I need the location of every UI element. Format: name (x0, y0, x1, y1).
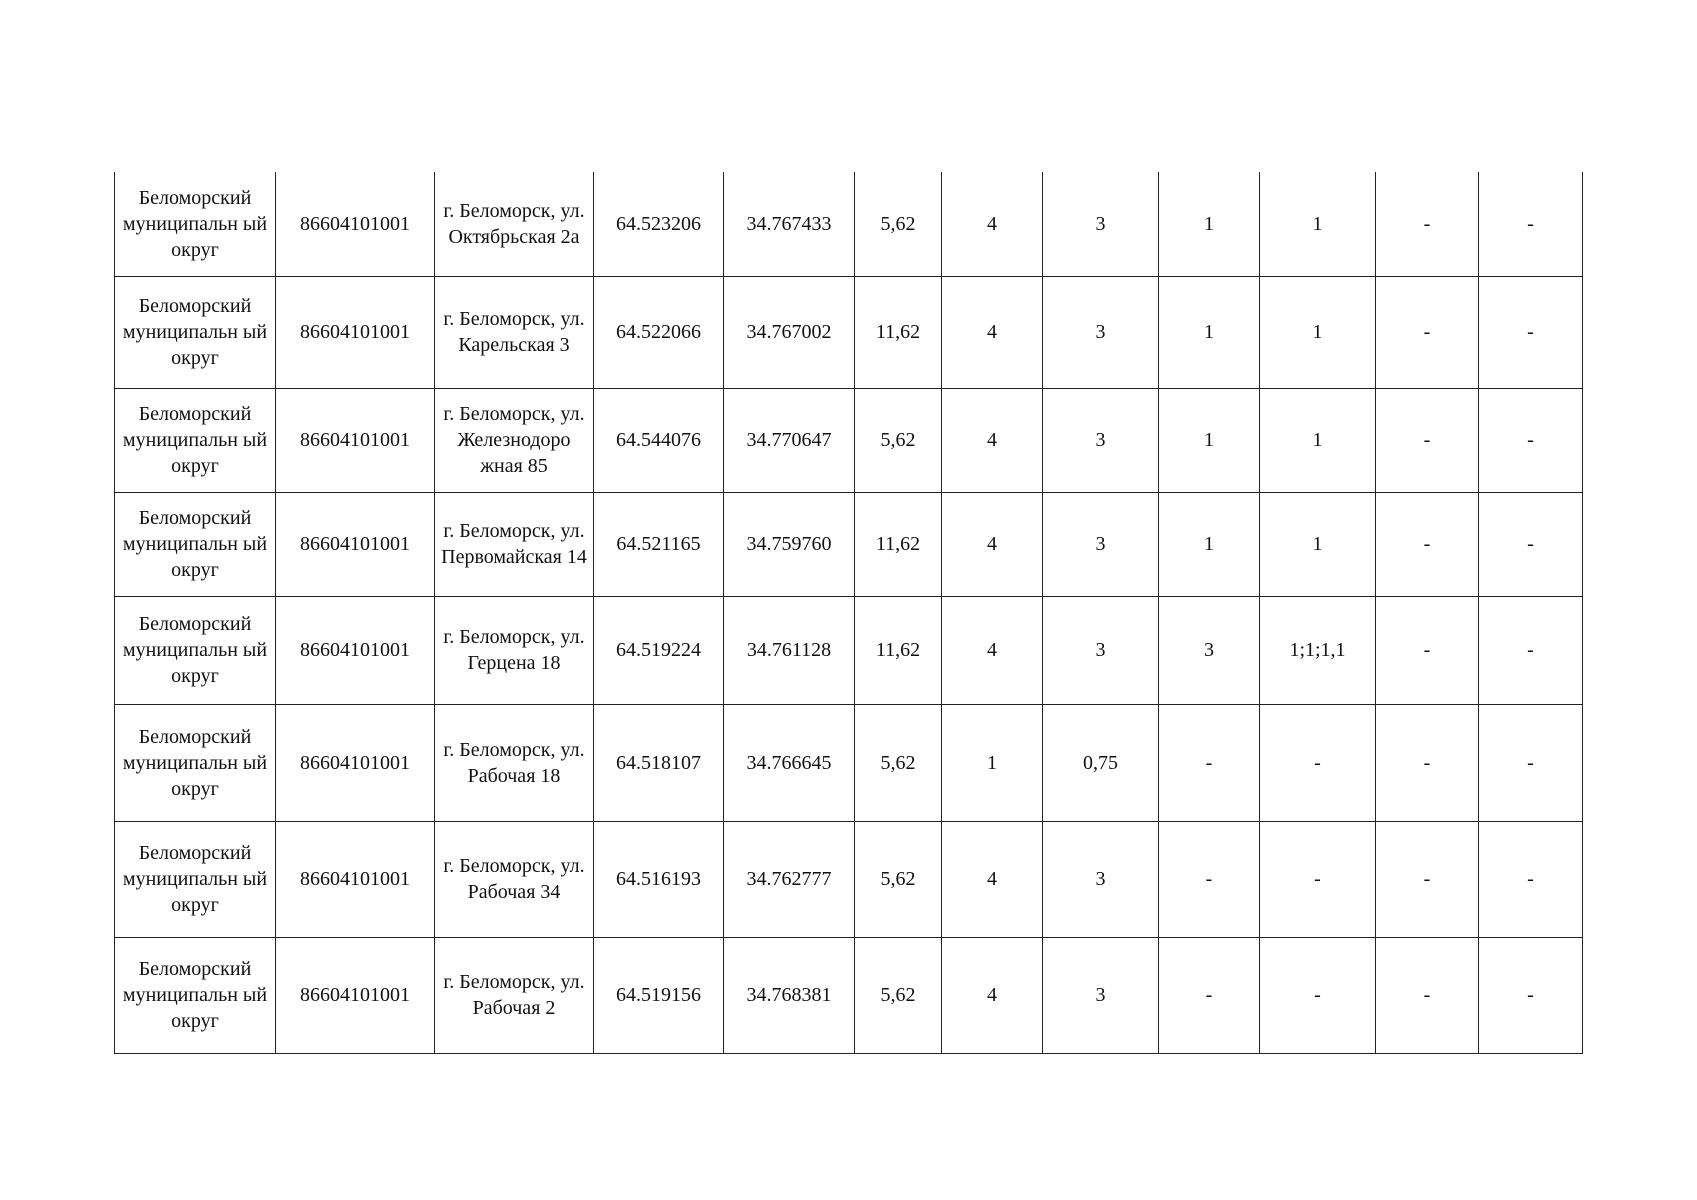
district-cell: Беломорский муниципальн ый округ (115, 596, 276, 704)
extra-cell-2: - (1479, 937, 1583, 1053)
area-cell: 5,62 (855, 821, 942, 937)
volume-placed-cell: 1 (1260, 388, 1376, 492)
longitude-cell: 34.768381 (724, 937, 855, 1053)
address-cell: г. Беломорск, ул. Рабочая 34 (435, 821, 594, 937)
table-body (115, 172, 1583, 1053)
longitude-cell: 34.761128 (724, 596, 855, 704)
extra-cell-2: - (1479, 821, 1583, 937)
extra-cell-1: - (1376, 596, 1479, 704)
extra-cell-1: - (1376, 937, 1479, 1053)
volume-planned-cell: 3 (1043, 821, 1159, 937)
longitude-cell: 34.770647 (724, 388, 855, 492)
area-cell: 5,62 (855, 172, 942, 276)
volume-placed-cell: 1 (1260, 492, 1376, 596)
volume-placed-cell: - (1260, 821, 1376, 937)
table-row (115, 596, 1583, 704)
extra-cell-2: - (1479, 276, 1583, 388)
volume-planned-cell: 3 (1043, 596, 1159, 704)
extra-cell-2: - (1479, 492, 1583, 596)
area-cell: 11,62 (855, 596, 942, 704)
containers-placed-cell: 3 (1159, 596, 1260, 704)
longitude-cell: 34.767433 (724, 172, 855, 276)
area-cell: 11,62 (855, 492, 942, 596)
volume-planned-cell: 3 (1043, 388, 1159, 492)
extra-cell-2: - (1479, 704, 1583, 821)
volume-planned-cell: 3 (1043, 172, 1159, 276)
latitude-cell: 64.516193 (594, 821, 724, 937)
extra-cell-2: - (1479, 172, 1583, 276)
latitude-cell: 64.523206 (594, 172, 724, 276)
table-row (115, 276, 1583, 388)
volume-planned-cell: 3 (1043, 937, 1159, 1053)
volume-placed-cell: - (1260, 937, 1376, 1053)
extra-cell-1: - (1376, 492, 1479, 596)
district-cell: Беломорский муниципальн ый округ (115, 492, 276, 596)
extra-cell-1: - (1376, 821, 1479, 937)
latitude-cell: 64.519156 (594, 937, 724, 1053)
oktmo-cell: 86604101001 (276, 276, 435, 388)
containers-placed-cell: 1 (1159, 172, 1260, 276)
containers-placed-cell: - (1159, 937, 1260, 1053)
area-cell: 5,62 (855, 704, 942, 821)
table-row (115, 172, 1583, 276)
district-cell: Беломорский муниципальн ый округ (115, 388, 276, 492)
district-cell: Беломорский муниципальн ый округ (115, 821, 276, 937)
latitude-cell: 64.522066 (594, 276, 724, 388)
containers-placed-cell: - (1159, 821, 1260, 937)
extra-cell-1: - (1376, 172, 1479, 276)
extra-cell-1: - (1376, 704, 1479, 821)
extra-cell-2: - (1479, 388, 1583, 492)
address-cell: г. Беломорск, ул. Рабочая 18 (435, 704, 594, 821)
district-cell: Беломорский муниципальн ый округ (115, 172, 276, 276)
oktmo-cell: 86604101001 (276, 492, 435, 596)
area-cell: 5,62 (855, 937, 942, 1053)
district-cell: Беломорский муниципальн ый округ (115, 276, 276, 388)
longitude-cell: 34.766645 (724, 704, 855, 821)
extra-cell-1: - (1376, 276, 1479, 388)
address-cell: г. Беломорск, ул. Герцена 18 (435, 596, 594, 704)
oktmo-cell: 86604101001 (276, 704, 435, 821)
containers-placed-cell: 1 (1159, 276, 1260, 388)
extra-cell-1: - (1376, 388, 1479, 492)
longitude-cell: 34.767002 (724, 276, 855, 388)
area-cell: 5,62 (855, 388, 942, 492)
latitude-cell: 64.519224 (594, 596, 724, 704)
containers-planned-cell: 4 (942, 492, 1043, 596)
area-cell: 11,62 (855, 276, 942, 388)
table-row (115, 704, 1583, 821)
containers-placed-cell: 1 (1159, 492, 1260, 596)
containers-placed-cell: - (1159, 704, 1260, 821)
volume-planned-cell: 3 (1043, 492, 1159, 596)
oktmo-cell: 86604101001 (276, 937, 435, 1053)
volume-placed-cell: - (1260, 704, 1376, 821)
containers-planned-cell: 4 (942, 388, 1043, 492)
address-cell: г. Беломорск, ул. Первомайская 14 (435, 492, 594, 596)
containers-planned-cell: 4 (942, 276, 1043, 388)
containers-planned-cell: 4 (942, 821, 1043, 937)
district-cell: Беломорский муниципальн ый округ (115, 937, 276, 1053)
extra-cell-2: - (1479, 596, 1583, 704)
latitude-cell: 64.518107 (594, 704, 724, 821)
volume-planned-cell: 3 (1043, 276, 1159, 388)
oktmo-cell: 86604101001 (276, 388, 435, 492)
oktmo-cell: 86604101001 (276, 596, 435, 704)
oktmo-cell: 86604101001 (276, 821, 435, 937)
containers-planned-cell: 4 (942, 937, 1043, 1053)
longitude-cell: 34.762777 (724, 821, 855, 937)
volume-placed-cell: 1 (1260, 172, 1376, 276)
latitude-cell: 64.544076 (594, 388, 724, 492)
oktmo-cell: 86604101001 (276, 172, 435, 276)
address-cell: г. Беломорск, ул. Карельская 3 (435, 276, 594, 388)
address-cell: г. Беломорск, ул. Рабочая 2 (435, 937, 594, 1053)
containers-planned-cell: 4 (942, 596, 1043, 704)
table-row (115, 821, 1583, 937)
waste-sites-table (114, 172, 1583, 1054)
table-row (115, 388, 1583, 492)
volume-placed-cell: 1 (1260, 276, 1376, 388)
volume-placed-cell: 1;1;1,1 (1260, 596, 1376, 704)
latitude-cell: 64.521165 (594, 492, 724, 596)
volume-planned-cell: 0,75 (1043, 704, 1159, 821)
containers-planned-cell: 4 (942, 172, 1043, 276)
address-cell: г. Беломорск, ул. Железнодоро жная 85 (435, 388, 594, 492)
containers-placed-cell: 1 (1159, 388, 1260, 492)
district-cell: Беломорский муниципальн ый округ (115, 704, 276, 821)
longitude-cell: 34.759760 (724, 492, 855, 596)
table-row (115, 492, 1583, 596)
address-cell: г. Беломорск, ул. Октябрьская 2а (435, 172, 594, 276)
table-row (115, 937, 1583, 1053)
containers-planned-cell: 1 (942, 704, 1043, 821)
